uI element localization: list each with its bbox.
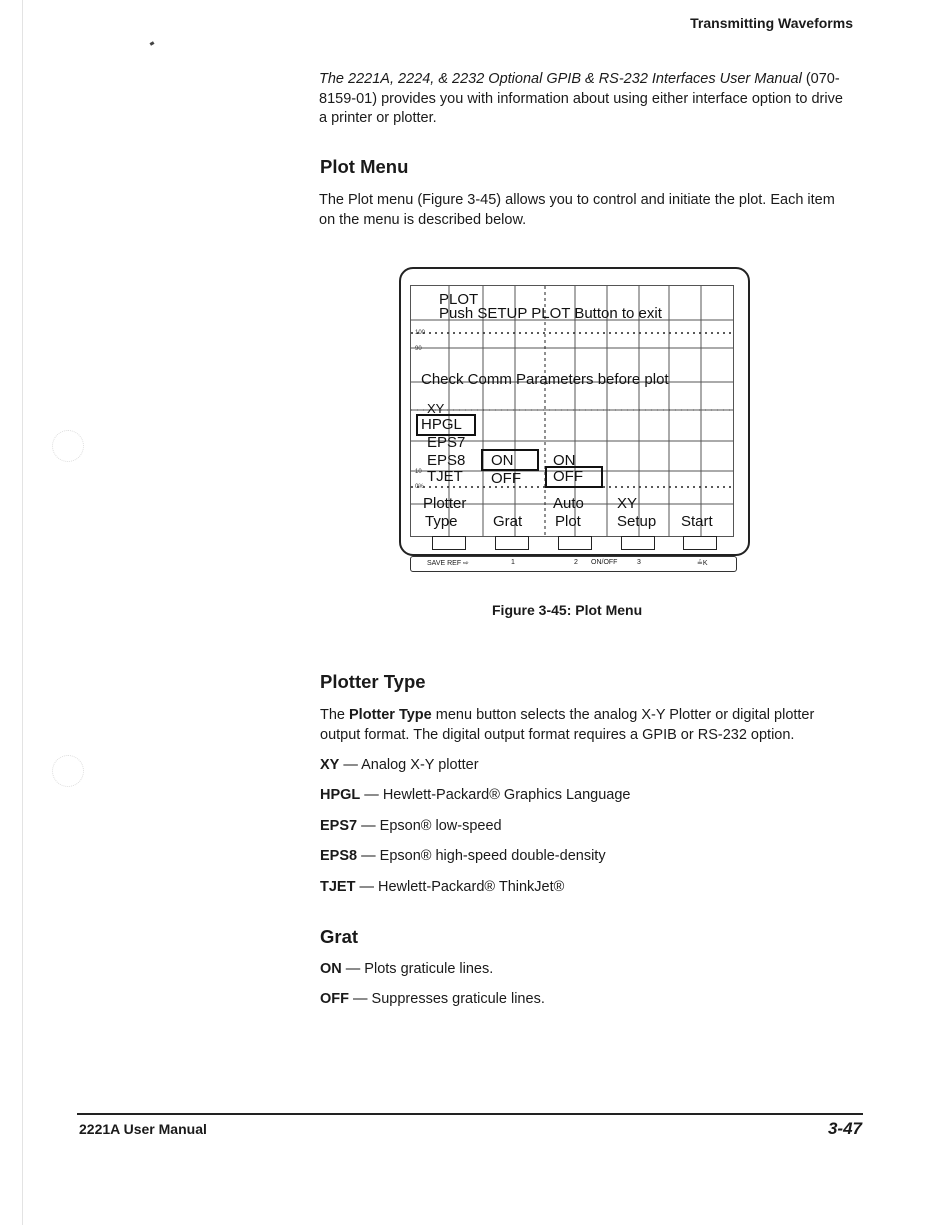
label-grat: Grat: [493, 513, 523, 530]
term-desc: — Analog X-Y plotter: [339, 757, 479, 773]
plotter-type-paragraph: [320, 706, 855, 745]
definition-xy: [320, 757, 479, 773]
label-xy: XY: [617, 495, 638, 512]
autoplot-option-off: OFF: [553, 468, 583, 485]
bezel-num-1: 1: [511, 559, 515, 566]
label-plotter: Plotter: [423, 495, 467, 512]
plotter-option-eps8: EPS8: [427, 452, 466, 469]
term-desc: — Epson® low-speed: [357, 818, 502, 834]
grat-option-off: OFF: [491, 470, 521, 487]
footer-rule: [77, 1113, 863, 1115]
softkey-1: [432, 536, 466, 550]
plotter-type-bold-term: Plotter Type: [349, 707, 432, 723]
manual-title: The 2221A, 2224, & 2232 Optional GPIB & RS-232 Interfaces User Manual: [319, 71, 802, 87]
heading-plot-menu: Plot Menu: [320, 156, 409, 177]
bezel-on-off: ON/OFF: [591, 559, 618, 566]
definition-eps8: [320, 848, 606, 864]
scan-edge: [22, 0, 23, 1225]
grat-option-on: ON: [491, 452, 514, 469]
term: EPS8: [320, 848, 358, 864]
intro-paragraph: [319, 70, 854, 129]
heading-plotter-type: Plotter Type: [320, 671, 426, 692]
bezel-num-2: 2: [574, 559, 578, 566]
term-desc: — Epson® high-speed double-density: [357, 848, 606, 864]
bezel-label-bar: [410, 556, 737, 572]
definition-on: [320, 961, 493, 977]
label-auto: Auto: [553, 495, 584, 512]
plot-menu-paragraph: The Plot menu (Figure 3-45) allows you to control and initiate the plot. Each item on the menu is described below.: [319, 192, 835, 228]
term-desc: — Hewlett-Packard® Graphics Language: [360, 787, 631, 803]
plotter-option-xy: XY: [427, 401, 445, 416]
plotter-type-post: menu button selects the analog X-Y Plotter or digital plotter output format. The digital output format requires a GPIB or RS-232 option.: [320, 707, 815, 743]
tick-label-90: 90: [415, 346, 422, 352]
figure-caption: Figure 3-45: Plot Menu: [492, 602, 643, 618]
softkey-5: [683, 536, 717, 550]
term: EPS7: [320, 818, 358, 834]
softkey-2: [495, 536, 529, 550]
bezel-save-ref: SAVE REF ⇨: [427, 560, 469, 567]
page-number: 3-47: [827, 1119, 862, 1138]
softkey-3: [558, 536, 592, 550]
plotter-option-eps7: EPS7: [427, 434, 466, 451]
punch-hole: [52, 755, 84, 787]
softkey-4: [621, 536, 655, 550]
plotter-type-pre: The: [320, 707, 350, 723]
scope-screen: [410, 285, 734, 537]
bezel-end: ≟K: [697, 560, 708, 567]
label-start: Start: [681, 513, 713, 530]
plotter-option-hpgl: HPGL: [421, 416, 462, 433]
definition-hpgl: [320, 787, 631, 803]
term-desc: — Plots graticule lines.: [341, 961, 494, 977]
term-desc: — Hewlett-Packard® ThinkJet®: [355, 879, 565, 895]
term: HPGL: [320, 787, 361, 803]
running-head: Transmitting Waveforms: [690, 15, 853, 31]
screen-exit-hint: Push SETUP PLOT Button to exit: [439, 305, 662, 322]
term: XY: [320, 757, 340, 773]
label-setup: Setup: [617, 513, 657, 530]
definition-tjet: [320, 879, 564, 895]
term: ON: [320, 961, 342, 977]
tick-label-10: 10: [415, 469, 422, 475]
term: OFF: [320, 991, 349, 1007]
tick-label-100: 100: [415, 330, 426, 336]
screen-warning: Check Comm Parameters before plot: [421, 371, 669, 388]
label-type: Type: [425, 513, 458, 530]
autoplot-option-on: ON: [553, 452, 576, 469]
definition-eps7: [320, 818, 502, 834]
plotter-option-tjet: TJET: [427, 468, 463, 485]
term: TJET: [320, 879, 356, 895]
punch-hole: [52, 430, 84, 462]
label-plot: Plot: [555, 513, 581, 530]
scan-speck: [150, 41, 155, 46]
intro-rest: (070-8159-01) provides you with information about using either interface option to drive a printer or plotter.: [319, 71, 843, 126]
footer-manual-title: 2221A User Manual: [79, 1121, 207, 1137]
bezel-num-3: 3: [637, 559, 641, 566]
term-desc: — Suppresses graticule lines.: [349, 991, 545, 1007]
tick-label-0: 0%: [415, 484, 424, 490]
heading-grat: Grat: [320, 926, 359, 947]
screen-title: PLOT: [439, 291, 479, 308]
definition-off: [320, 991, 545, 1007]
